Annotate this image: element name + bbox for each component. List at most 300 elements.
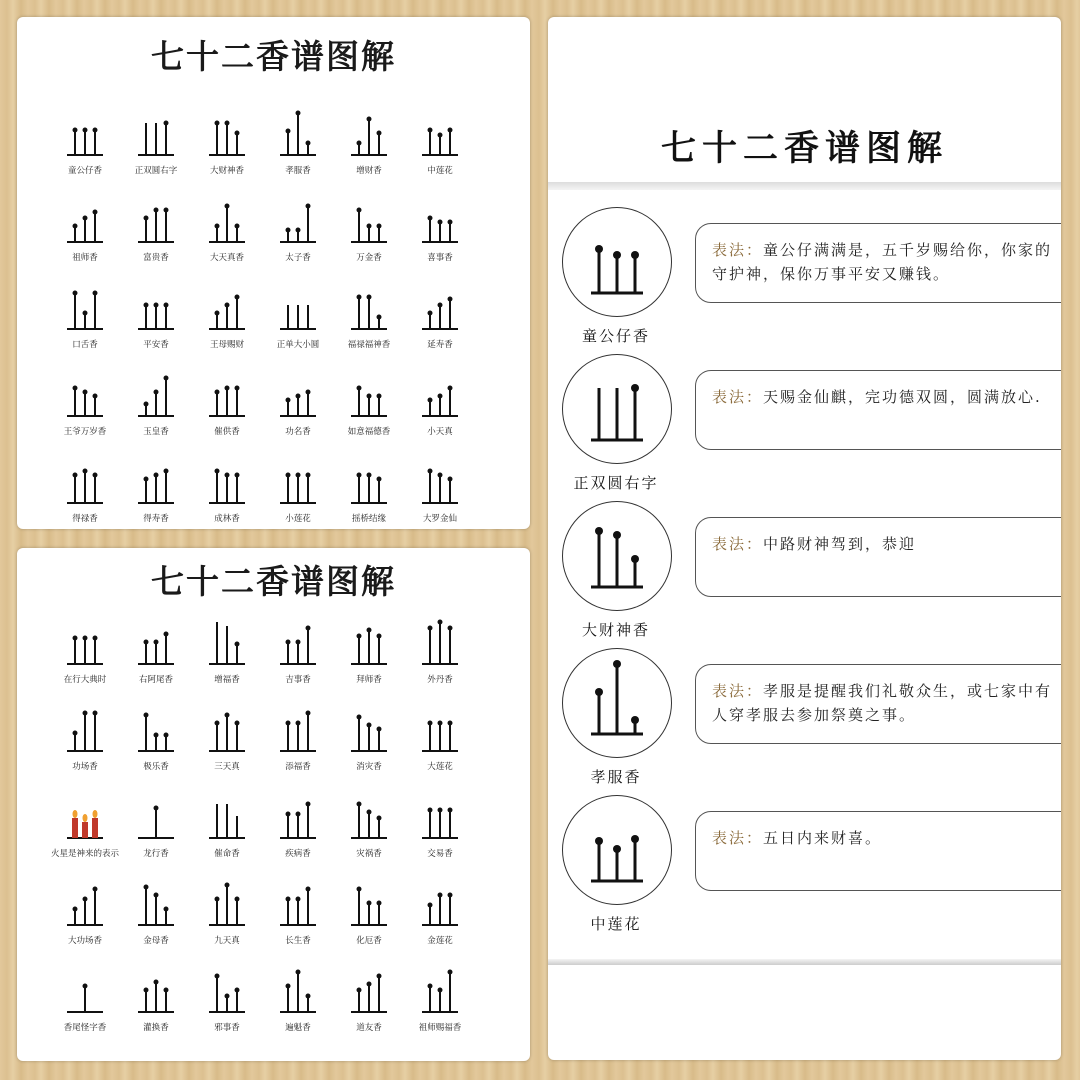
burn-tip-mark <box>286 640 291 645</box>
incense-pattern-name: 祖师赐福香 <box>418 1023 462 1033</box>
incense-icon <box>65 196 109 246</box>
explanation-bubble <box>695 664 1061 744</box>
burn-tip-mark <box>306 473 311 478</box>
burn-tip-mark <box>164 469 169 474</box>
burn-tip-mark <box>286 129 291 134</box>
burn-tip-mark <box>306 204 311 209</box>
burn-tip-mark <box>357 988 362 993</box>
burn-tip-mark <box>367 982 372 987</box>
burn-tip-mark <box>377 477 382 482</box>
incense-icon <box>136 966 180 1016</box>
incense-icon <box>420 792 464 842</box>
burn-tip-mark <box>225 121 230 126</box>
burn-tip-mark <box>296 394 301 399</box>
burn-tip-mark <box>428 398 433 403</box>
incense-icon <box>349 370 393 420</box>
incense-icon <box>420 966 464 1016</box>
incense-pattern-name: 交易香 <box>427 849 453 859</box>
burn-tip-mark <box>215 974 220 979</box>
burn-tip-mark <box>215 721 220 726</box>
incense-pattern-item <box>398 283 482 363</box>
burn-tip-mark <box>225 883 230 888</box>
incense-icon <box>65 457 109 507</box>
burn-tip-mark <box>296 640 301 645</box>
burn-tip-mark <box>631 251 639 259</box>
burn-tip-mark <box>367 224 372 229</box>
burn-tip-mark <box>215 121 220 126</box>
incense-diagram-circle <box>562 354 672 464</box>
explanation-text: 童公仔满满是，五千岁赐给你，你家的守护神，保你万事平安又赚钱。 <box>712 241 1053 283</box>
burn-tip-mark <box>595 837 603 845</box>
burn-tip-mark <box>73 224 78 229</box>
incense-name: 童公仔香 <box>581 327 650 345</box>
incense-icon <box>65 109 109 159</box>
incense-icon <box>136 283 180 333</box>
flame-mark <box>93 810 98 818</box>
burn-tip-mark <box>225 713 230 718</box>
incense-pattern-name: 得禄香 <box>72 514 98 524</box>
incense-pattern-item <box>398 879 482 959</box>
explanation-panel <box>548 17 1061 1060</box>
incense-pattern-name: 催供香 <box>214 427 240 437</box>
burn-tip-mark <box>448 220 453 225</box>
burn-tip-mark <box>235 897 240 902</box>
candle-stick <box>82 822 88 838</box>
burn-tip-mark <box>377 315 382 320</box>
incense-icon <box>136 109 180 159</box>
incense-pattern-name: 得寿香 <box>143 514 169 524</box>
incense-pattern-name: 香尾怪字香 <box>63 1023 107 1033</box>
burn-tip-mark <box>438 303 443 308</box>
sheet-title: 七十二香谱图解 <box>151 37 396 76</box>
burn-tip-mark <box>428 128 433 133</box>
incense-icon <box>207 792 251 842</box>
burn-tip-mark <box>438 988 443 993</box>
burn-tip-mark <box>144 988 149 993</box>
burn-tip-mark <box>296 473 301 478</box>
burn-tip-mark <box>357 887 362 892</box>
burn-tip-mark <box>73 386 78 391</box>
incense-pattern-name: 富贵香 <box>143 253 169 263</box>
incense-pattern-name: 金莲花 <box>427 936 453 946</box>
incense-pattern-name: 童公仔香 <box>67 166 102 176</box>
burn-tip-mark <box>357 208 362 213</box>
burn-tip-mark <box>428 721 433 726</box>
incense-pattern-name: 王爷万岁香 <box>63 427 107 437</box>
burn-tip-mark <box>93 210 98 215</box>
burn-tip-mark <box>428 311 433 316</box>
burn-tip-mark <box>595 688 603 696</box>
burn-tip-mark <box>357 634 362 639</box>
burn-tip-mark <box>448 808 453 813</box>
incense-pattern-name: 喜事香 <box>427 253 453 263</box>
burn-tip-mark <box>296 812 301 817</box>
incense-pattern-name: 消灾香 <box>356 762 382 772</box>
burn-tip-mark <box>428 903 433 908</box>
burn-tip-mark <box>448 721 453 726</box>
burn-tip-mark <box>306 994 311 999</box>
incense-icon <box>278 109 322 159</box>
burn-tip-mark <box>164 907 169 912</box>
incense-pattern-item <box>398 457 482 529</box>
burn-tip-mark <box>448 297 453 302</box>
burn-tip-mark <box>357 295 362 300</box>
incense-pattern-name: 中莲花 <box>427 166 453 176</box>
incense-icon <box>207 283 251 333</box>
burn-tip-mark <box>631 716 639 724</box>
burn-tip-mark <box>377 816 382 821</box>
incense-pattern-name: 添福香 <box>285 762 311 772</box>
burn-tip-mark <box>428 808 433 813</box>
burn-tip-mark <box>595 245 603 253</box>
incense-icon <box>420 196 464 246</box>
explanation-text: 五日内来财喜。 <box>763 829 883 847</box>
burn-tip-mark <box>144 885 149 890</box>
burn-tip-mark <box>613 660 621 668</box>
explanation-key: 表法： <box>712 829 764 847</box>
burn-tip-mark <box>631 835 639 843</box>
burn-tip-mark <box>73 128 78 133</box>
chart-sheet-bottom-left <box>17 548 530 1061</box>
burn-tip-mark <box>154 893 159 898</box>
incense-pattern-name: 龙行香 <box>143 849 169 859</box>
explanation-bubble <box>695 517 1061 597</box>
burn-tip-mark <box>286 897 291 902</box>
burn-tip-mark <box>83 311 88 316</box>
burn-tip-mark <box>144 477 149 482</box>
incense-icon <box>349 457 393 507</box>
explanation-text: 中路财神驾到，恭迎 <box>763 535 917 553</box>
burn-tip-mark <box>215 390 220 395</box>
explanation-key: 表法： <box>712 682 764 700</box>
burn-tip-mark <box>83 984 88 989</box>
burn-tip-mark <box>448 970 453 975</box>
incense-pattern-name: 祖师香 <box>72 253 98 263</box>
incense-diagram-circle <box>562 501 672 611</box>
burn-tip-mark <box>93 887 98 892</box>
burn-tip-mark <box>83 636 88 641</box>
incense-icon <box>563 355 671 463</box>
burn-tip-mark <box>613 531 621 539</box>
burn-tip-mark <box>428 216 433 221</box>
incense-icon <box>136 457 180 507</box>
incense-pattern-name: 邪事香 <box>214 1023 240 1033</box>
burn-tip-mark <box>377 224 382 229</box>
burn-tip-mark <box>144 640 149 645</box>
incense-icon <box>65 705 109 755</box>
incense-diagram-circle <box>562 648 672 758</box>
explanation-bubble <box>695 223 1061 303</box>
explanation-bubble <box>695 811 1061 891</box>
burn-tip-mark <box>154 473 159 478</box>
burn-tip-mark <box>296 228 301 233</box>
burn-tip-mark <box>448 128 453 133</box>
incense-pattern-name: 功名香 <box>285 427 311 437</box>
incense-pattern-name: 外丹香 <box>427 675 453 685</box>
incense-icon <box>207 109 251 159</box>
burn-tip-mark <box>296 897 301 902</box>
burn-tip-mark <box>357 386 362 391</box>
incense-icon <box>349 966 393 1016</box>
burn-tip-mark <box>164 376 169 381</box>
burn-tip-mark <box>235 295 240 300</box>
incense-diagram-circle <box>562 795 672 905</box>
burn-tip-mark <box>235 988 240 993</box>
burn-tip-mark <box>93 636 98 641</box>
burn-tip-mark <box>235 473 240 478</box>
explanation-row <box>548 795 1061 943</box>
incense-pattern-item <box>398 196 482 276</box>
incense-icon <box>278 457 322 507</box>
burn-tip-mark <box>357 802 362 807</box>
burn-tip-mark <box>225 473 230 478</box>
burn-tip-mark <box>448 386 453 391</box>
incense-icon <box>349 879 393 929</box>
burn-tip-mark <box>296 721 301 726</box>
burn-tip-mark <box>93 473 98 478</box>
burn-tip-mark <box>144 303 149 308</box>
incense-icon <box>136 370 180 420</box>
burn-tip-mark <box>367 628 372 633</box>
burn-tip-mark <box>613 845 621 853</box>
incense-pattern-item <box>398 705 482 785</box>
candle-stick <box>72 818 78 838</box>
burn-tip-mark <box>357 715 362 720</box>
burn-tip-mark <box>286 228 291 233</box>
incense-icon <box>136 792 180 842</box>
incense-pattern-name: 如意福德香 <box>347 427 391 437</box>
burn-tip-mark <box>144 216 149 221</box>
incense-pattern-name: 小莲花 <box>285 514 311 524</box>
incense-pattern-name: 摇桥结缘 <box>351 514 386 524</box>
burn-tip-mark <box>235 721 240 726</box>
burn-tip-mark <box>144 713 149 718</box>
burn-tip-mark <box>631 384 639 392</box>
burn-tip-mark <box>154 733 159 738</box>
burn-tip-mark <box>306 390 311 395</box>
burn-tip-mark <box>306 626 311 631</box>
incense-icon <box>349 283 393 333</box>
incense-icon <box>420 705 464 755</box>
burn-tip-mark <box>73 731 78 736</box>
incense-icon <box>207 879 251 929</box>
incense-pattern-name: 功场香 <box>72 762 98 772</box>
incense-icon <box>563 649 671 757</box>
burn-tip-mark <box>225 303 230 308</box>
divider <box>548 182 1061 190</box>
incense-icon <box>136 196 180 246</box>
incense-pattern-name: 化厄香 <box>356 936 382 946</box>
burn-tip-mark <box>438 220 443 225</box>
burn-tip-mark <box>154 640 159 645</box>
incense-pattern-name: 大罗金仙 <box>422 514 457 524</box>
incense-icon <box>420 370 464 420</box>
burn-tip-mark <box>367 394 372 399</box>
burn-tip-mark <box>296 970 301 975</box>
burn-tip-mark <box>83 469 88 474</box>
burn-tip-mark <box>438 808 443 813</box>
burn-tip-mark <box>83 216 88 221</box>
incense-icon <box>207 370 251 420</box>
incense-icon <box>349 196 393 246</box>
burn-tip-mark <box>286 473 291 478</box>
burn-tip-mark <box>83 390 88 395</box>
burn-tip-mark <box>428 469 433 474</box>
incense-pattern-name: 正单大小圆 <box>276 340 320 350</box>
incense-icon <box>136 879 180 929</box>
burn-tip-mark <box>438 133 443 138</box>
incense-icon <box>136 705 180 755</box>
burn-tip-mark <box>83 128 88 133</box>
incense-icon <box>207 457 251 507</box>
burn-tip-mark <box>235 131 240 136</box>
incense-icon <box>349 618 393 668</box>
burn-tip-mark <box>93 291 98 296</box>
incense-pattern-item <box>398 109 482 189</box>
incense-pattern-name: 王母赐财 <box>209 340 244 350</box>
incense-icon <box>65 618 109 668</box>
burn-tip-mark <box>357 473 362 478</box>
burn-tip-mark <box>367 810 372 815</box>
burn-tip-mark <box>377 634 382 639</box>
burn-tip-mark <box>83 711 88 716</box>
incense-icon <box>278 792 322 842</box>
burn-tip-mark <box>215 311 220 316</box>
burn-tip-mark <box>93 394 98 399</box>
incense-icon <box>136 618 180 668</box>
chart-sheet-top-left <box>17 17 530 529</box>
burn-tip-mark <box>164 733 169 738</box>
explanation-key: 表法： <box>712 388 764 406</box>
explanation-key: 表法： <box>712 241 764 259</box>
incense-diagram-circle <box>562 207 672 317</box>
burn-tip-mark <box>154 980 159 985</box>
incense-pattern-name: 小天真 <box>427 427 453 437</box>
incense-pattern-name: 增福香 <box>214 675 240 685</box>
incense-icon <box>349 705 393 755</box>
incense-pattern-name: 口舌香 <box>72 340 98 350</box>
burn-tip-mark <box>306 711 311 716</box>
incense-pattern-name: 增财香 <box>356 166 382 176</box>
burn-tip-mark <box>438 473 443 478</box>
burn-tip-mark <box>164 988 169 993</box>
burn-tip-mark <box>438 893 443 898</box>
incense-icon <box>278 196 322 246</box>
burn-tip-mark <box>367 723 372 728</box>
incense-icon <box>349 792 393 842</box>
incense-pattern-name: 三天真 <box>214 762 240 772</box>
burn-tip-mark <box>448 626 453 631</box>
incense-icon <box>278 370 322 420</box>
burn-tip-mark <box>93 711 98 716</box>
divider <box>548 959 1061 965</box>
burn-tip-mark <box>286 984 291 989</box>
burn-tip-mark <box>235 642 240 647</box>
incense-pattern-name: 大功场香 <box>67 936 102 946</box>
burn-tip-mark <box>164 208 169 213</box>
incense-pattern-name: 大天真香 <box>209 253 244 263</box>
incense-pattern-name: 拜师香 <box>356 675 382 685</box>
incense-pattern-name: 玉皇香 <box>143 427 169 437</box>
burn-tip-mark <box>438 620 443 625</box>
burn-tip-mark <box>154 806 159 811</box>
incense-pattern-name: 灌换香 <box>143 1023 169 1033</box>
burn-tip-mark <box>613 251 621 259</box>
burn-tip-mark <box>438 721 443 726</box>
burn-tip-mark <box>377 394 382 399</box>
incense-icon <box>207 196 251 246</box>
explanation-row <box>548 207 1061 355</box>
burn-tip-mark <box>83 897 88 902</box>
burn-tip-mark <box>367 295 372 300</box>
incense-pattern-name: 在行大典时 <box>63 675 107 685</box>
incense-icon <box>278 705 322 755</box>
burn-tip-mark <box>377 901 382 906</box>
burn-tip-mark <box>438 394 443 399</box>
incense-icon <box>278 618 322 668</box>
burn-tip-mark <box>154 303 159 308</box>
burn-tip-mark <box>215 469 220 474</box>
incense-pattern-name: 九天真 <box>214 936 240 946</box>
burn-tip-mark <box>377 974 382 979</box>
burn-tip-mark <box>377 131 382 136</box>
burn-tip-mark <box>215 224 220 229</box>
candle-stick <box>92 818 98 838</box>
burn-tip-mark <box>367 901 372 906</box>
incense-pattern-name: 万金香 <box>356 253 382 263</box>
incense-pattern-name: 延寿香 <box>427 340 453 350</box>
incense-pattern-name: 大莲花 <box>427 762 453 772</box>
incense-icon <box>563 208 671 316</box>
explanation-text: 天赐金仙麒，完功德双圆，圆满放心. <box>763 388 1042 406</box>
incense-pattern-name: 大财神香 <box>209 166 244 176</box>
burn-tip-mark <box>377 727 382 732</box>
explanation-row <box>548 501 1061 649</box>
burn-tip-mark <box>154 390 159 395</box>
incense-icon <box>65 792 109 842</box>
incense-pattern-item <box>398 966 482 1046</box>
panel-title: 七十二香谱图解 <box>660 129 948 169</box>
burn-tip-mark <box>595 527 603 535</box>
burn-tip-mark <box>367 117 372 122</box>
burn-tip-mark <box>286 812 291 817</box>
incense-pattern-name: 吉事香 <box>285 675 311 685</box>
incense-name: 正双圆右字 <box>573 474 659 492</box>
burn-tip-mark <box>235 224 240 229</box>
incense-icon <box>563 502 671 610</box>
burn-tip-mark <box>164 121 169 126</box>
burn-tip-mark <box>164 632 169 637</box>
burn-tip-mark <box>306 141 311 146</box>
incense-icon <box>207 618 251 668</box>
burn-tip-mark <box>73 473 78 478</box>
burn-tip-mark <box>367 473 372 478</box>
incense-icon <box>65 370 109 420</box>
burn-tip-mark <box>306 887 311 892</box>
incense-icon <box>420 109 464 159</box>
burn-tip-mark <box>144 402 149 407</box>
incense-pattern-name: 太子香 <box>285 253 311 263</box>
explanation-row <box>548 648 1061 796</box>
burn-tip-mark <box>73 636 78 641</box>
burn-tip-mark <box>73 907 78 912</box>
incense-icon <box>65 879 109 929</box>
burn-tip-mark <box>73 291 78 296</box>
incense-name: 中莲花 <box>590 915 642 933</box>
incense-pattern-name: 福禄福神香 <box>347 340 391 350</box>
incense-pattern-name: 平安香 <box>143 340 169 350</box>
incense-icon <box>349 109 393 159</box>
